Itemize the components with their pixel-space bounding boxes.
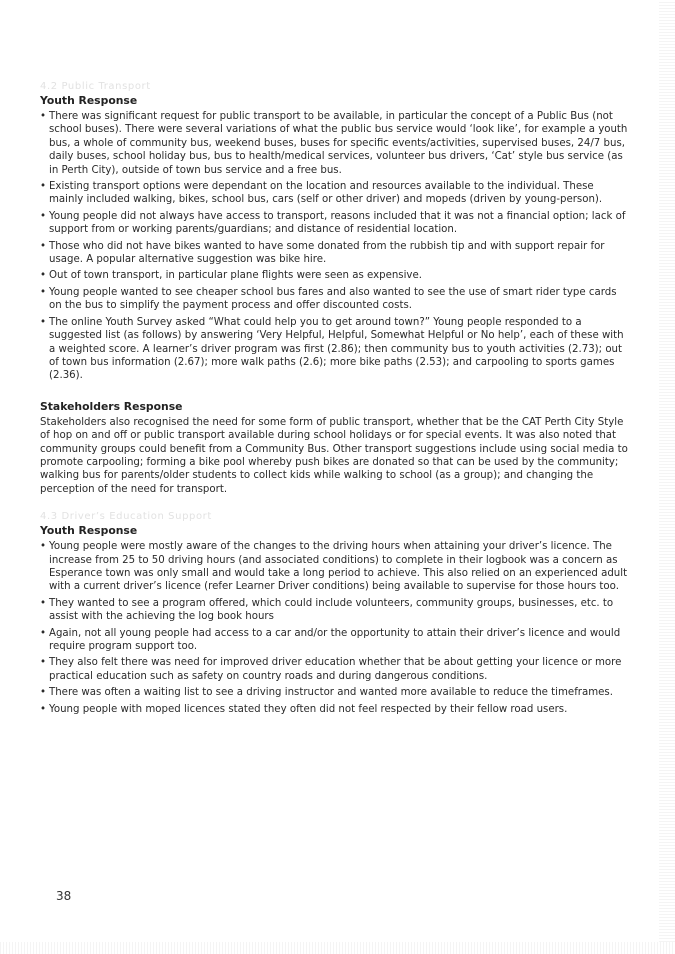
list-item: • Again, not all young people had access to a car and/or the opportunity to attain their driver’s licence and would require program support too. [40,627,628,654]
stakeholders-response-paragraph: Stakeholders also recognised the need for some form of public transport, whether that be the CAT Perth City Style of hop on and off or public transport available during school holidays or for special events. It was also noted that community groups could benefit from a Community Bus. Other transport suggestions include using social media to promote carpooling; forming a bike pool whereby push bikes are donated so that can be used by the community; walking bus for parents/older students to collect kids while walking to school (as a group); and changing the perception of the need for transport. [40,416,628,495]
list-item: • Young people did not always have access to transport, reasons included that it was not a financial option; lack of support from or working parents/guardians; and distance of residential location. [40,210,628,237]
list-item: • They wanted to see a program offered, which could include volunteers, community groups, businesses, etc. to assist with the achieving the log book hours [40,597,628,624]
page-number: 38 [56,889,72,903]
youth-response-list [40,540,628,716]
section-heading-public-transport: 4.2 Public Transport [40,81,151,92]
list-item: • Young people were mostly aware of the changes to the driving hours when attaining your driver’s licence. The increase from 25 to 50 driving hours (and associated conditions) to complete in their logbook was a concern as Esperance town was only small and would take a long period to achieve. This also relied on an experienced adult with a current driver’s licence (refer Learner Driver conditions) being available to supervise for those hours too. [40,540,628,594]
youth-response-heading: Youth Response [40,524,138,538]
page-content [40,80,628,719]
list-item: • There was significant request for public transport to be available, in particular the concept of a Public Bus (not school buses). There were several variations of what the public bus service would ‘look like’, for example a youth bus, a whole of community bus, weekend buses, buses for specific events/activities, supervised buses, 24/7 bus, daily buses, school holiday bus, bus to health/medical services, volunteer bus drivers, ‘Cat’ style bus service (as in Perth City), outside of town bus service and a free bus. [40,110,628,177]
page-edge-texture-right [659,0,675,954]
list-item: • They also felt there was need for improved driver education whether that be about getting your licence or more practical education such as safety on country roads and during dangerous conditions. [40,656,628,683]
list-item: • Those who did not have bikes wanted to have some donated from the rubbish tip and with support repair for usage. A popular alternative suggestion was bike hire. [40,240,628,267]
youth-response-list [40,110,628,383]
list-item: • Out of town transport, in particular plane flights were seen as expensive. [40,269,628,282]
youth-response-heading: Youth Response [40,94,138,107]
section-heading-drivers-education: 4.3 Driver’s Education Support [40,511,212,523]
spacer [40,386,628,400]
spacer [40,496,628,510]
list-item: • Young people wanted to see cheaper school bus fares and also wanted to see the use of smart rider type cards on the bus to simplify the payment process and offer discounted costs. [40,286,628,313]
stakeholders-response-heading: Stakeholders Response [40,399,183,413]
page-edge-texture-bottom [0,942,675,954]
list-item: • The online Youth Survey asked “What could help you to get around town?” Young people responded to a suggested list (as follows) by answering ‘Very Helpful, Helpful, Somewhat Helpful or No help’, each of these with a weighted score. A learner’s driver program was first (2.86); then community bus to youth activities (2.73); out of town bus information (2.67); more walk paths (2.6); more bike paths (2.53); and carpooling to sports games (2.36). [40,316,628,383]
list-item: • Existing transport options were dependant on the location and resources available to the individual. These mainly included walking, bikes, school bus, cars (self or other driver) and mopeds (driven by young-person). [40,180,628,207]
list-item: • There was often a waiting list to see a driving instructor and wanted more available to reduce the timeframes. [40,686,628,699]
list-item: • Young people with moped licences stated they often did not feel respected by their fellow road users. [40,703,628,716]
